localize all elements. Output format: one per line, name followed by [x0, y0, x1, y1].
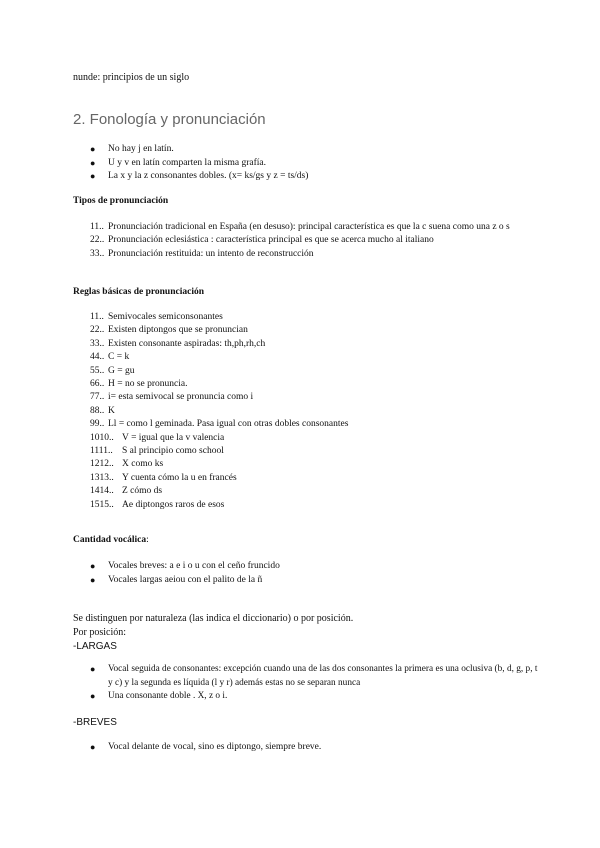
list-item: 1313.. Y cuenta cómo la u en francés [90, 472, 237, 483]
list-item: 88.. K [90, 405, 115, 416]
cantidad-bullet-list [90, 560, 280, 587]
intro-bullet-list [90, 143, 308, 184]
list-item: 77.. i= esta semivocal se pronuncia como i [90, 392, 254, 403]
bullet-icon: ● [90, 144, 96, 154]
section-heading: 2. Fonología y pronunciación [73, 111, 266, 128]
list-item: 11.. Semivocales semiconsonantes [90, 312, 223, 322]
list-item: 33.. Existen consonante aspiradas: th,ph,rh,ch [90, 338, 266, 349]
list-item: ● Vocales largas aeiou con el palito de la ñ [90, 574, 280, 588]
list-item: 1212.. X como ks [90, 459, 164, 470]
largas-label: -LARGAS [73, 641, 117, 652]
list-item: ● Vocal delante de vocal, sino es diptongo, siempre breve. [90, 741, 321, 755]
list-item: 1010.. V = igual que la v valencia [90, 432, 225, 443]
list-item: 11.. Pronunciación tradicional en España (en desuso): principal característica es que la c suena como una z o s [90, 222, 510, 232]
bullet-icon: ● [90, 561, 96, 571]
distinguen-line-1: Se distinguen por naturaleza (las indica el diccionario) o por posición. [73, 613, 354, 624]
largas-bullet-list [90, 663, 540, 704]
list-item: ● La x y la z consonantes dobles. (x= ks/gs y z = ts/ds) [90, 170, 308, 184]
list-item: 55.. G = gu [90, 365, 135, 376]
cantidad-heading-line: Cantidad vocálica: [73, 535, 149, 545]
list-item: 66.. H = no se pronuncia. [90, 379, 188, 390]
list-item: ● Una consonante doble . X, z o i. [90, 690, 540, 704]
reglas-heading: Reglas básicas de pronunciación [73, 287, 204, 297]
top-line: nunde: principios de un siglo [73, 72, 190, 83]
bullet-icon: ● [90, 664, 96, 674]
tipos-list [90, 221, 540, 261]
list-item: ● Vocales breves: a e i o u con el ceño fruncido [90, 560, 280, 574]
list-item: ● No hay j en latín. [90, 143, 308, 157]
list-item: 22.. Existen diptongos que se pronuncian [90, 325, 248, 336]
list-item: ● Vocal seguida de consonantes: excepción cuando una de las dos consonantes la primera es una oclusiva (b, d, g, p, t y c) y la segunda es líquida (l y r) además estas no se separan nunca [90, 664, 538, 688]
bullet-icon: ● [90, 157, 96, 168]
breves-bullet-list [90, 741, 321, 755]
list-item: 44.. C = k [90, 352, 130, 363]
bullet-icon: ● [90, 574, 96, 585]
list-item: 99.. Ll = como l geminada. Pasa igual con otras dobles consonantes [90, 419, 349, 430]
distinguen-line-2: Por posición: [73, 627, 127, 638]
reglas-list [90, 311, 348, 512]
bullet-icon: ● [90, 171, 96, 181]
bullet-icon: ● [90, 742, 96, 752]
list-item: 1414.. Z cómo ds [90, 486, 163, 497]
bullet-icon: ● [90, 691, 96, 701]
tipos-heading: Tipos de pronunciación [73, 196, 169, 206]
breves-label: -BREVES [73, 717, 117, 728]
cantidad-heading: Cantidad vocálica [73, 535, 147, 545]
list-item: 1515.. Ae diptongos raros de esos [90, 499, 225, 510]
list-item: 22.. Pronunciación eclesiástica : característica principal es que se acerca mucho al italiano [90, 235, 434, 246]
list-item: ● U y v en latín comparten la misma grafía. [90, 157, 308, 171]
list-item: 33.. Pronunciación restituida: un intento de reconstrucción [90, 248, 314, 259]
list-item: 1111.. S al principio como school [90, 446, 224, 457]
